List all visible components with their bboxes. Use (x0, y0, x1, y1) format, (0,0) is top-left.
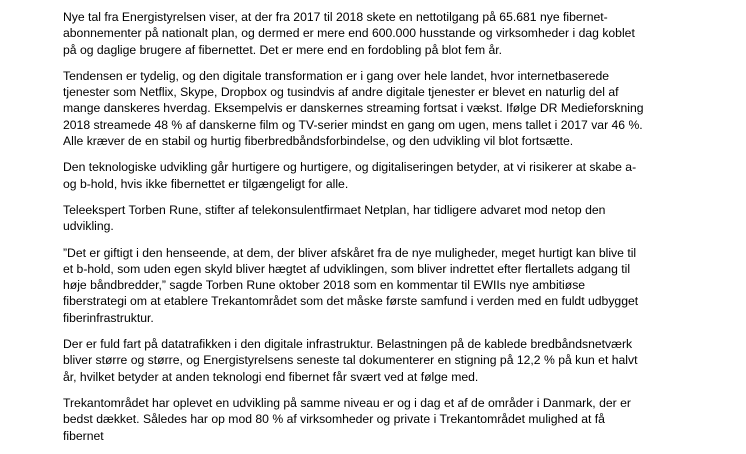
text-line: ”Det er giftigt i den henseende, at dem, der bliver afskåret fra de nye muligheder, meget hurtigt kan blive til (63, 245, 637, 260)
text-line: udvikling. (63, 219, 114, 234)
text-line: abonnementer på nationalt plan, og dermed er mere end 600.000 husstande og virksomheder i dag koblet (63, 26, 635, 41)
paragraph-energistyrelsen-stats (63, 9, 683, 58)
paragraph-torben-rune-intro (63, 202, 683, 235)
text-line: Den teknologiske udvikling går hurtigere og hurtigere, og digitaliseringen betyder, at vi risikerer at skabe a- (63, 160, 637, 175)
paragraph-trekantomraadet (63, 395, 683, 444)
text-line: Trekantområdet har oplevet en udvikling på samme niveau er og i dag et af de områder i Danmark, der er (63, 395, 631, 410)
text-line: Nye tal fra Energistyrelsen viser, at der fra 2017 til 2018 skete en nettotilgang på 65.681 nye fibernet- (63, 10, 608, 24)
text-line: Teleekspert Torben Rune, stifter af telekonsulentfirmaet Netplan, har tidligere advaret mod netop den (63, 202, 606, 217)
text-line: på og daglige brugere af fibernettet. Det er mere end en fordobling på blot fem år. (63, 42, 503, 57)
text-line: Der er fuld fart på datatrafikken i den digitale infrastruktur. Belastningen på de kablede bredbåndsnetværk (63, 337, 633, 352)
text-line: 2018 streamede 48 % af danskerne film og TV-serier mindst en gang om ugen, mens tallet i 2017 var 46 %. (63, 117, 643, 132)
text-line: tjenester som Netflix, Skype, Dropbox og tusindvis af andre digitale tjenester er blevet en naturlig del af (63, 85, 619, 100)
text-line: høje båndbredder,” sagde Torben Rune oktober 2018 som en kommentar til EWIIs nye ambitiøse (63, 278, 586, 293)
text-line: og b-hold, hvis ikke fibernettet er tilgængeligt for alle. (63, 176, 349, 191)
paragraph-technological-development (63, 159, 683, 192)
text-line: fibernet (63, 428, 104, 443)
paragraph-data-traffic (63, 336, 683, 385)
paragraph-torben-rune-quote (63, 245, 683, 326)
text-line: Alle kræver de en stabil og hurtig fiberbredbåndsforbindelse, og den udvikling vil blot fortsætte. (63, 134, 574, 149)
text-line: et b-hold, som uden egen skyld bliver hægtet af udviklingen, som bliver indrettet efter flertallets adgang til (63, 261, 631, 276)
text-line: bedst dækket. Således har op mod 80 % af virksomheder og private i Trekantområdet mulighed at få (63, 412, 605, 427)
text-line: bliver større og større, og Energistyrelsens seneste tal dokumenterer en stigning på 12,2 % på kun et halvt (63, 353, 638, 368)
text-line: år, hvilket betyder at anden teknologi end fibernet får svært ved at følge med. (63, 369, 479, 384)
text-line: fiberstrategi om at etablere Trekantområdet som det måske første samfund i verden med en fuldt udbygget (63, 294, 639, 309)
text-line: Tendensen er tydelig, og den digitale transformation er i gang over hele landet, hvor internetbaserede (63, 68, 610, 83)
paragraph-digital-transformation (63, 68, 683, 149)
text-line: mange danskeres hverdag. Eksempelvis er danskernes streaming fortsat i vækst. Ifølge DR Medieforskning (63, 101, 644, 116)
text-line: fiberinfrastruktur. (63, 310, 154, 325)
document-body (63, 9, 683, 454)
